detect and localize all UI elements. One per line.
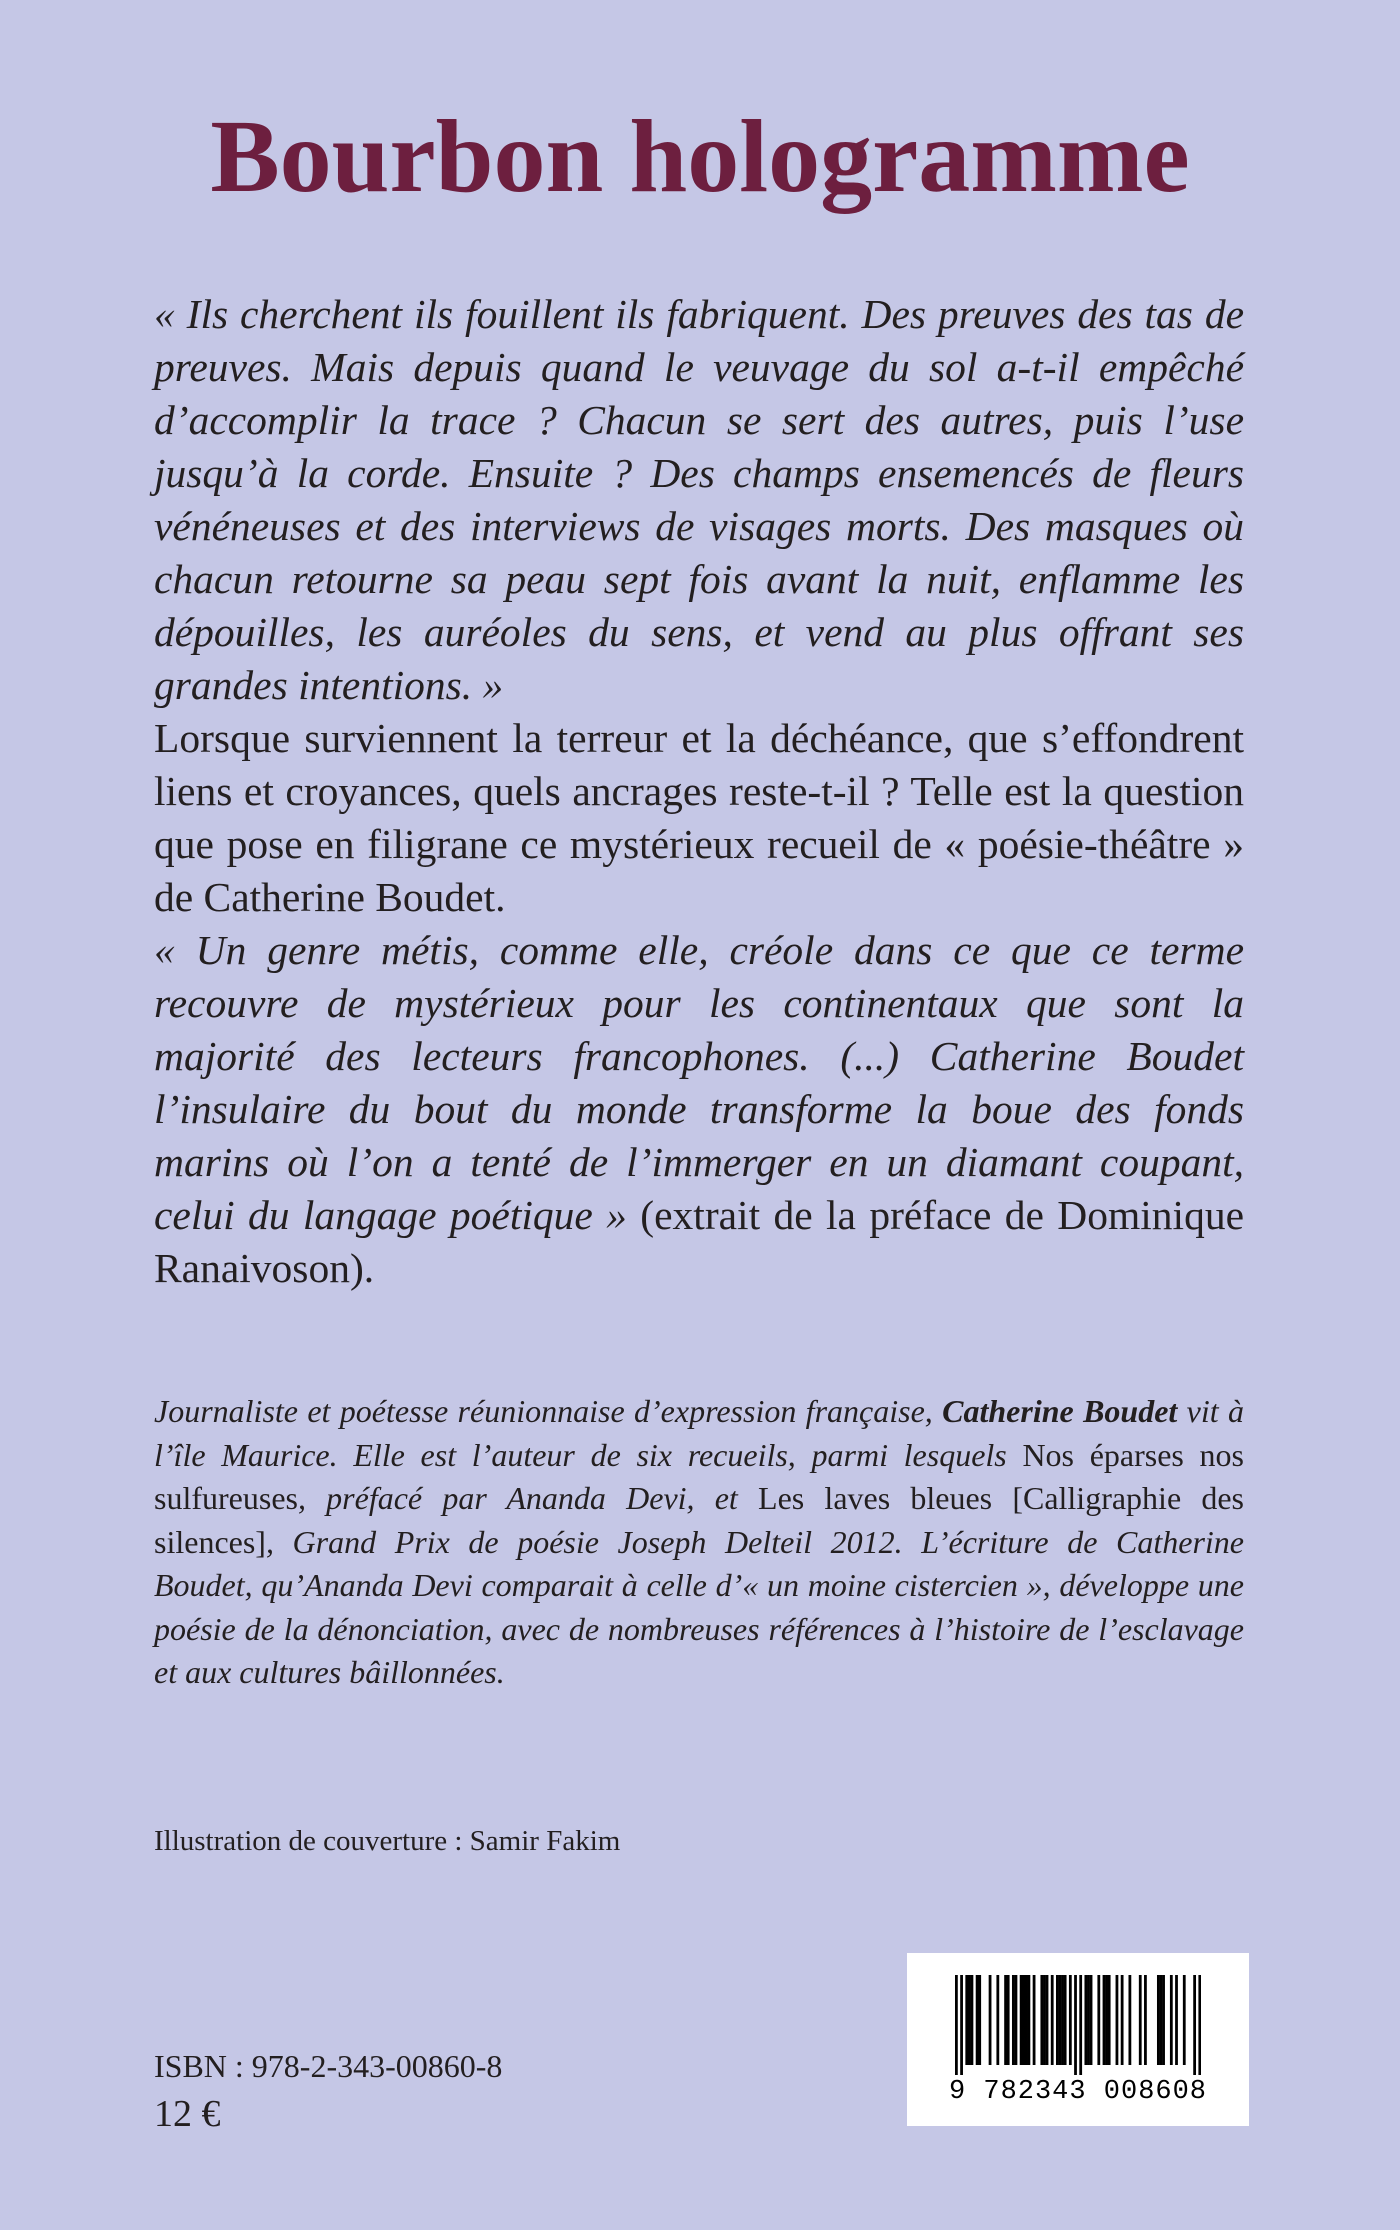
- isbn-barcode: [907, 1953, 1249, 2126]
- barcode-digits: 9 782343 008608: [948, 2077, 1208, 2107]
- barcode-bar: [1074, 1975, 1077, 2075]
- barcode-bar: [1108, 1975, 1111, 2065]
- barcode-bar: [1059, 1975, 1062, 2065]
- barcode-bar: [1051, 1975, 1054, 2065]
- barcode-bar: [1033, 1975, 1036, 2065]
- isbn-number: ISBN : 978-2-343-00860-8: [154, 2048, 503, 2084]
- barcode-bar: [1007, 1975, 1010, 2065]
- barcode-bar: [1020, 1975, 1023, 2065]
- barcode-bar: [989, 1975, 992, 2065]
- cover-illustration-credit: Illustration de couverture : Samir Fakim: [154, 1825, 621, 1857]
- barcode-bar: [1144, 1975, 1147, 2065]
- barcode-bar: [968, 1975, 971, 2065]
- barcode-bar: [1193, 1975, 1196, 2075]
- bio-part-1: vit à l’île Maurice. Elle est l’auteur de six recueils, parmi lesquels: [154, 1393, 1245, 1473]
- barcode-bar: [1015, 1975, 1018, 2065]
- barcode-bar: [1121, 1975, 1124, 2065]
- bio-part-3: , Grand Prix de poésie Joseph Delteil 2012. L’écriture de Catherine Boudet, qu’Ananda Devi comparait à celle d’« un moine cistercien », développe une poésie de la dénonciation, avec de nombreuses références à l’histoire de l’esclavage et aux cultures bâillonnées.: [154, 1523, 1244, 1690]
- barcode-bar: [1028, 1975, 1031, 2065]
- barcode-bar: [1084, 1975, 1087, 2065]
- back-cover-blurb: [154, 288, 1244, 1295]
- barcode-bar: [960, 1975, 963, 2075]
- barcode-bars: [955, 1975, 1201, 2075]
- barcode-bar: [965, 1975, 968, 2065]
- price: 12 €: [154, 2093, 221, 2135]
- barcode-bar: [976, 1975, 979, 2065]
- bio-book-title-1: Nos éparses nos sulfureuses: [154, 1436, 1245, 1516]
- bio-intro: Journaliste et poétesse réunionnaise d’expression française,: [154, 1393, 943, 1429]
- barcode-bar: [971, 1975, 974, 2065]
- barcode-bar: [1198, 1975, 1201, 2075]
- barcode-bar: [1128, 1975, 1131, 2065]
- barcode-bar: [978, 1975, 981, 2065]
- barcode-bar: [1175, 1975, 1178, 2065]
- barcode-bar: [1157, 1975, 1160, 2065]
- preface-quote: « Un genre métis, comme elle, créole dans ce que ce terme recouvre de mystérieux pour les continentaux que sont la majorité des lecteurs francophones. (...) Catherine Boudet l’insulaire du bout du monde transforme la boue des fonds marins où l’on a tenté de l’immerger en un diamant coupant, celui du langage poétique »: [154, 927, 1244, 1238]
- barcode-bar: [1162, 1975, 1165, 2065]
- barcode-bar: [1046, 1975, 1049, 2065]
- opening-quote: « Ils cherchent ils fouillent ils fabriquent. Des preuves des tas de preuves. Mais depuis quand le veuvage du sol a-t-il empêché d’accomplir la trace ? Chacun se sert des autres, puis l’use jusqu’à la corde. Ensuite ? Des champs ensemencés de fleurs vénéneuses et des interviews de visages morts. Des masques où chacun retourne sa peau sept fois avant la nuit, enflamme les dépouilles, les auréoles du sens, et vend au plus offrant ses grandes intentions. »: [154, 291, 1244, 708]
- barcode-bar: [996, 1975, 999, 2065]
- barcode-bar: [1103, 1975, 1106, 2065]
- barcode-bar: [1090, 1975, 1093, 2065]
- preface-source: (extrait de la préface de Dominique Ranaivoson).: [154, 1192, 1244, 1291]
- bio-part-2: , préfacé par Ananda Devi, et: [297, 1480, 759, 1516]
- bio-author-name: Catherine Boudet: [942, 1393, 1178, 1429]
- barcode-bar: [1105, 1975, 1108, 2065]
- barcode-bar: [1097, 1975, 1100, 2065]
- barcode-bar: [1043, 1975, 1046, 2065]
- barcode-bar: [1183, 1975, 1186, 2065]
- bio-book-title-2: Les laves bleues [Calligraphie des silences]: [154, 1480, 1245, 1560]
- book-title: Bourbon hologramme: [210, 99, 1190, 214]
- barcode-bar: [1012, 1975, 1015, 2065]
- blurb-summary: Lorsque surviennent la terreur et la déchéance, que s’effondrent liens et croyances, quels ancrages reste-t-il ? Telle est la question que pose en filigrane ce mystérieux recueil de « poésie-théâtre » de Catherine Boudet.: [154, 715, 1244, 920]
- barcode-bar: [955, 1975, 958, 2075]
- barcode-bar: [1139, 1975, 1142, 2065]
- barcode-bar: [1087, 1975, 1090, 2065]
- author-bio: [154, 1390, 1244, 1695]
- barcode-bar: [1069, 1975, 1072, 2065]
- barcode-bar: [1022, 1975, 1025, 2065]
- barcode-bar: [1116, 1975, 1119, 2065]
- barcode-bar: [1160, 1975, 1163, 2065]
- barcode-bar: [1040, 1975, 1043, 2065]
- barcode-bar: [1079, 1975, 1082, 2075]
- barcode-bar: [1061, 1975, 1064, 2065]
- preface-excerpt: [154, 924, 1244, 1295]
- barcode-bar: [1025, 1975, 1028, 2065]
- barcode-bar: [1056, 1975, 1059, 2065]
- barcode-bar: [1064, 1975, 1067, 2065]
- barcode-bar: [1004, 1975, 1007, 2065]
- barcode-bar: [1170, 1975, 1173, 2065]
